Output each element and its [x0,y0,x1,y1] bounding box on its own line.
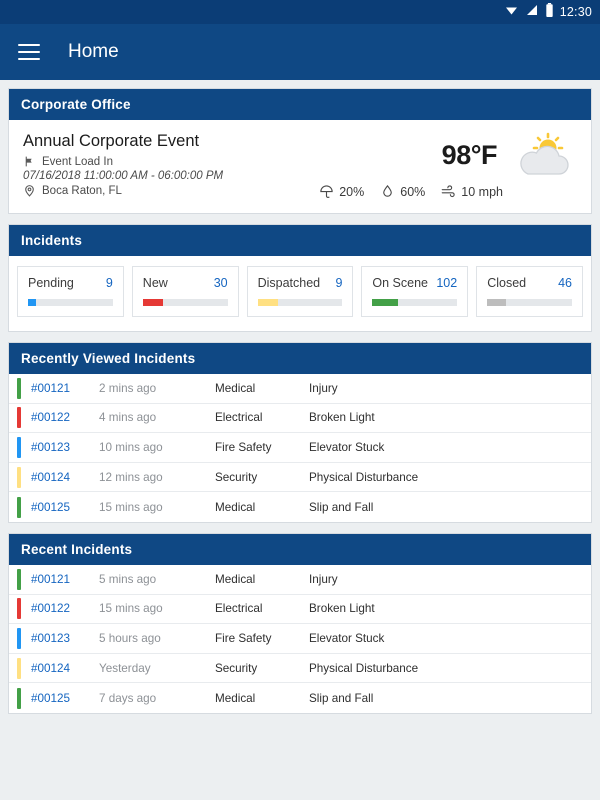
tile-progress-bar [258,299,343,306]
incident-description: Broken Light [309,602,375,616]
event-location-text: Boca Raton, FL [42,184,122,197]
humidity-value: 60% [400,184,426,199]
status-tile-new[interactable] [132,266,239,317]
incidents-card [8,224,592,332]
table-row[interactable] [9,433,591,463]
tile-label: Dispatched [257,276,321,290]
flag-icon [23,155,36,168]
umbrella-icon [319,184,334,199]
incident-description: Slip and Fall [309,691,374,705]
incident-id: #00121 [31,572,71,586]
tile-label: New [142,276,168,290]
tile-label: On Scene [372,276,428,290]
incident-time: 10 mins ago [99,440,163,454]
incident-id: #00124 [31,470,71,484]
weather-top-row [442,132,577,178]
incident-type: Medical [215,691,256,705]
recently-viewed-incidents-card [8,342,592,523]
table-row[interactable] [9,683,591,713]
event-weather-row [9,120,591,213]
table-row[interactable] [9,463,591,493]
humidity-stat [380,184,425,199]
incident-type: Medical [215,381,256,395]
incident-id: #00123 [31,440,71,454]
precipitation-stat [319,184,364,199]
status-clock: 12:30 [559,5,592,19]
incident-time: 2 mins ago [99,381,157,395]
incident-id: #00121 [31,381,71,395]
weather-stats [319,184,577,199]
recently-viewed-header: Recently Viewed Incidents [9,343,591,374]
incident-type: Medical [215,572,256,586]
signal-icon [525,3,539,21]
hamburger-menu-icon[interactable] [18,44,40,60]
table-row[interactable] [9,374,591,404]
recently-viewed-list [9,374,591,522]
incident-id: #00122 [31,602,71,616]
incident-type: Fire Safety [215,440,272,454]
status-tile-pending[interactable] [17,266,124,317]
incident-id: #00125 [31,691,71,705]
incident-description: Elevator Stuck [309,440,385,454]
incident-description: Physical Disturbance [309,661,419,675]
precipitation-value: 20% [339,184,365,199]
incident-description: Physical Disturbance [309,470,419,484]
app-bar [0,24,600,80]
wifi-icon [504,3,519,21]
tile-progress-bar [372,299,457,306]
table-row[interactable] [9,565,591,595]
incident-time: 4 mins ago [99,411,157,425]
incident-description: Elevator Stuck [309,631,385,645]
status-tile-on-scene[interactable] [361,266,468,317]
event-status-text: Event Load In [42,155,113,168]
incident-id: #00125 [31,500,71,514]
recent-incidents-header: Recent Incidents [9,534,591,565]
incident-time: 7 days ago [99,691,157,705]
incident-id: #00123 [31,631,71,645]
incident-description: Injury [309,572,338,586]
table-row[interactable] [9,654,591,684]
battery-icon [545,3,554,22]
incident-time: 5 hours ago [99,631,161,645]
tile-progress-bar [143,299,228,306]
incident-type: Electrical [215,602,263,616]
incident-type: Security [215,661,258,675]
incident-type: Security [215,470,258,484]
wind-stat [441,184,503,199]
tile-count: 30 [213,276,228,290]
incident-id: #00122 [31,411,71,425]
event-datetime-line [23,170,309,182]
recent-incidents-card [8,533,592,714]
incident-type: Fire Safety [215,631,272,645]
incident-time: 15 mins ago [99,602,163,616]
wind-value: 10 mph [461,184,503,199]
page-content [0,80,600,800]
wind-icon [441,184,456,199]
droplet-icon [380,184,395,199]
page-title: Home [68,41,119,62]
location-pin-icon [23,184,36,197]
tile-count: 46 [558,276,572,290]
event-status-line [23,155,309,168]
status-bar [0,0,600,24]
incident-description: Injury [309,381,338,395]
event-details [23,132,309,199]
table-row[interactable] [9,492,591,522]
weather-widget [309,132,577,199]
tile-count: 9 [105,276,113,290]
incident-time: 5 mins ago [99,572,157,586]
incident-status-tiles [9,256,591,331]
incident-type: Medical [215,500,256,514]
tile-progress-bar [487,299,572,306]
incidents-header: Incidents [9,225,591,256]
event-title: Annual Corporate Event [23,132,200,150]
tile-count: 9 [335,276,343,290]
table-row[interactable] [9,595,591,625]
incident-description: Slip and Fall [309,500,374,514]
sun-cloud-icon [505,132,577,178]
corporate-office-header: Corporate Office [9,89,591,120]
event-location-line [23,184,309,197]
incident-type: Electrical [215,411,263,425]
recent-incidents-list [9,565,591,713]
table-row[interactable] [9,624,591,654]
tile-label: Pending [28,276,74,290]
incident-time: 15 mins ago [99,500,163,514]
table-row[interactable] [9,404,591,434]
event-datetime-text: 07/16/2018 11:00:00 AM - 06:00:00 PM [23,170,224,182]
tile-count: 102 [436,276,458,290]
weather-temperature: 98°F [441,139,497,170]
tile-label: Closed [487,276,527,290]
incident-time: Yesterday [99,661,151,675]
incident-id: #00124 [31,661,71,675]
status-tile-dispatched[interactable] [247,266,354,317]
corporate-office-card [8,88,592,214]
incident-description: Broken Light [309,411,375,425]
status-tile-closed[interactable] [476,266,583,317]
tile-progress-bar [28,299,113,306]
incident-time: 12 mins ago [99,470,163,484]
